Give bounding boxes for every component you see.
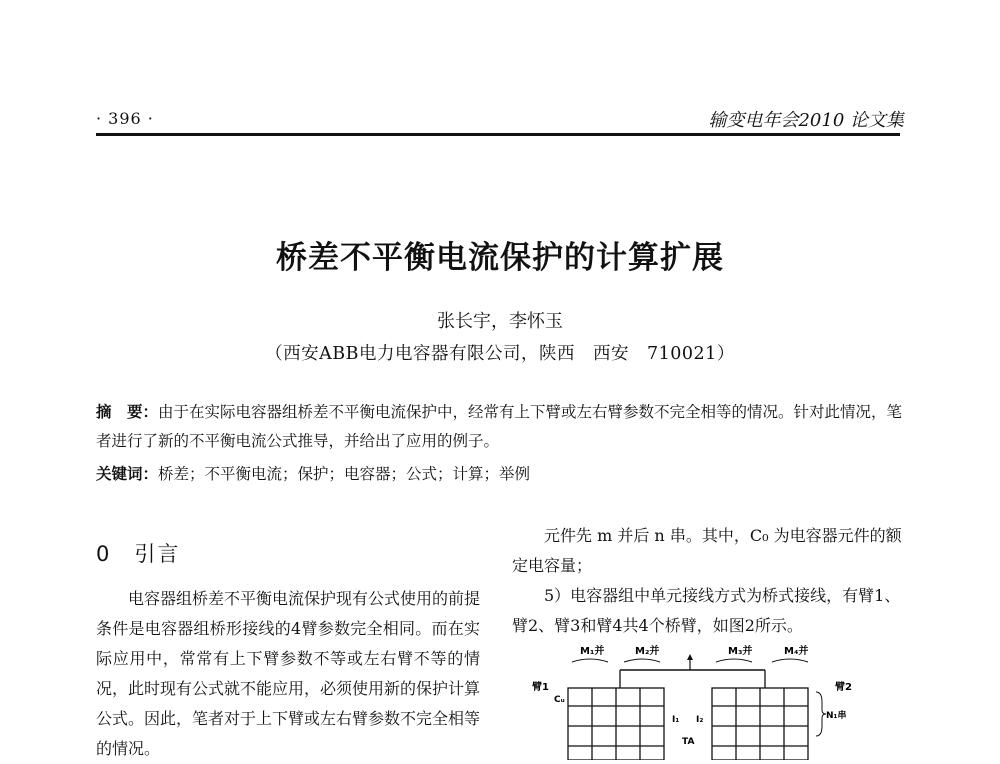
page-number: · 396 · bbox=[96, 109, 154, 128]
abstract bbox=[96, 397, 904, 456]
label-i1: I₁ bbox=[672, 715, 680, 725]
journal-name: 输变电年会2010 论文集 bbox=[708, 110, 904, 131]
label-n1: N₁串 bbox=[826, 711, 847, 721]
right-column bbox=[512, 521, 902, 641]
label-arm2: 臂2 bbox=[835, 682, 852, 693]
intro-paragraph: 电容器组桥差不平衡电流保护现有公式使用的前提条件是电容器组桥形接线的4臂参数完全相同。而在实际应用中，常常有上下臂参数不等或左右臂不等的情况，此时现有公式就不能应用，必须使用新的保护计算公式。因此，笔者对于上下臂或左右臂参数不完全相等的情况。 bbox=[96, 589, 481, 758]
bridge-circuit-figure bbox=[520, 640, 860, 764]
right-paragraph-2: 5）电容器组中单元接线方式为桥式接线，有臂1、臂2、臂3和臂4共4个桥臂，如图2所示。 bbox=[512, 586, 901, 635]
abstract-label: 摘 要： bbox=[96, 402, 159, 421]
affiliation: （西安ABB电力电容器有限公司，陕西 西安 710021） bbox=[265, 344, 735, 364]
keywords-text: 桥差；不平衡电流；保护；电容器；公式；计算；举例 bbox=[158, 465, 531, 483]
label-m4: M₄并 bbox=[784, 646, 809, 657]
paper-title: 桥差不平衡电流保护的计算扩展 bbox=[276, 240, 724, 276]
right-capacitor-bank bbox=[712, 688, 808, 760]
label-arm1: 臂1 bbox=[532, 682, 549, 693]
circuit-diagram bbox=[520, 640, 860, 760]
header-rule bbox=[96, 133, 900, 136]
left-capacitor-bank bbox=[568, 688, 664, 760]
label-m1: M₁并 bbox=[580, 646, 605, 657]
keywords bbox=[96, 462, 904, 484]
abstract-text: 由于在实际电容器组桥差不平衡电流保护中，经常有上下臂或左右臂参数不完全相等的情况。针对此情况，笔者进行了新的不平衡电流公式推导，并给出了应用的例子。 bbox=[96, 403, 903, 450]
section-title: 0 引言 bbox=[96, 542, 181, 566]
label-m2: M₂并 bbox=[635, 646, 660, 657]
label-i2: I₂ bbox=[696, 715, 704, 725]
keywords-label: 关键词： bbox=[96, 464, 159, 483]
label-m3: M₃并 bbox=[728, 646, 753, 657]
label-cu: Cᵤ bbox=[554, 695, 565, 705]
right-paragraph-1: 元件先 m 并后 n 串。其中，C₀ 为电容器元件的额定电容量； bbox=[512, 526, 902, 575]
authors: 张长宇，李怀玉 bbox=[437, 311, 563, 332]
label-ta: TA bbox=[682, 737, 695, 747]
